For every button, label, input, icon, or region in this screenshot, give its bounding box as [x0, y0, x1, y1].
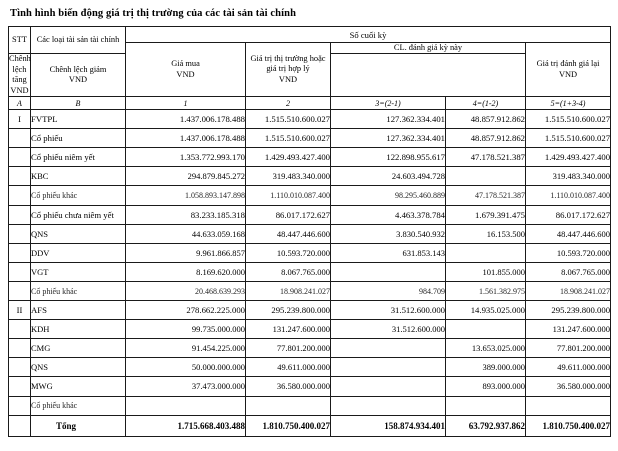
cell-stt [9, 148, 31, 167]
cell-purchase-price: 50.000.000.000 [126, 358, 246, 377]
table-row [9, 110, 611, 129]
header-purchase-price [126, 43, 246, 97]
cell-diff-down [446, 320, 526, 339]
cell-asset-name: CMG [31, 339, 126, 358]
cell-diff-down: 13.653.025.000 [446, 339, 526, 358]
cell-market-value [246, 396, 331, 415]
cell-diff-down: 389.000.000 [446, 358, 526, 377]
table-row [9, 358, 611, 377]
formula-diff-down: 4=(1-2) [446, 97, 526, 110]
cell-asset-name: Cổ phiếu niêm yết [31, 148, 126, 167]
header-market-value [246, 43, 331, 97]
cell-diff-up: 127.362.334.401 [331, 129, 446, 148]
cell-market-value: 8.067.765.000 [246, 262, 331, 281]
table-row [9, 281, 611, 300]
cell-asset-name: QNS [31, 358, 126, 377]
cell-stt [9, 243, 31, 262]
cell-purchase-price: 99.735.000.000 [126, 320, 246, 339]
cell-diff-down [446, 396, 526, 415]
cell-diff-down: 16.153.500 [446, 224, 526, 243]
header-revalued-unit: VND [558, 69, 578, 79]
header-revalued [526, 43, 611, 97]
cell-market-value: 131.247.600.000 [246, 320, 331, 339]
table-row [9, 377, 611, 396]
cell-stt [9, 167, 31, 186]
cell-diff-up [331, 396, 446, 415]
header-revalued-label: Giá trị đánh giá lại [536, 59, 600, 69]
cell-stt: II [9, 301, 31, 320]
cell-revalued: 1.429.493.427.400 [526, 148, 611, 167]
cell-diff-down: 893.000.000 [446, 377, 526, 396]
total-label: Tổng [31, 415, 126, 436]
cell-revalued: 77.801.200.000 [526, 339, 611, 358]
cell-diff-down: 14.935.025.000 [446, 301, 526, 320]
cell-diff-up [331, 358, 446, 377]
header-diff-down-label: Chênh lệch giảm [49, 64, 107, 74]
table-row [9, 205, 611, 224]
cell-stt [9, 186, 31, 205]
cell-diff-down: 1.561.382.975 [446, 281, 526, 300]
cell-asset-name: Cổ phiếu khác [31, 396, 126, 415]
cell-revalued: 86.017.172.627 [526, 205, 611, 224]
cell-asset-name: Cổ phiếu [31, 129, 126, 148]
header-diff-up-label: Chênh lệch tăng [9, 54, 31, 85]
cell-revalued: 295.239.800.000 [526, 301, 611, 320]
cell-stt [9, 358, 31, 377]
cell-asset-name: AFS [31, 301, 126, 320]
cell-market-value: 10.593.720.000 [246, 243, 331, 262]
cell-purchase-price: 83.233.185.318 [126, 205, 246, 224]
cell-purchase-price [126, 396, 246, 415]
cell-market-value: 18.908.241.027 [246, 281, 331, 300]
header-diff-up-unit: VND [10, 85, 29, 95]
cell-diff-up: 98.295.460.889 [331, 186, 446, 205]
header-market-value-line1: Giá trị thị trường hoặc [250, 53, 326, 63]
cell-purchase-price: 91.454.225.000 [126, 339, 246, 358]
cell-market-value: 77.801.200.000 [246, 339, 331, 358]
cell-diff-up: 122.898.955.617 [331, 148, 446, 167]
cell-revalued: 319.483.340.000 [526, 167, 611, 186]
financial-assets-table [8, 26, 611, 437]
cell-revalued: 48.447.446.600 [526, 224, 611, 243]
cell-market-value: 1.515.510.600.027 [246, 110, 331, 129]
cell-stt [9, 224, 31, 243]
header-diff-up [9, 54, 31, 97]
cell-diff-down: 101.855.000 [446, 262, 526, 281]
cell-asset-name: Cổ phiếu khác [31, 186, 126, 205]
header-diff-down [31, 54, 126, 97]
table-row [9, 396, 611, 415]
cell-purchase-price: 1.058.893.147.898 [126, 186, 246, 205]
cell-stt: I [9, 110, 31, 129]
table-row [9, 167, 611, 186]
total-cell-revalued: 1.810.750.400.027 [526, 415, 611, 436]
cell-diff-down [446, 167, 526, 186]
cell-revalued: 1.110.010.087.400 [526, 186, 611, 205]
cell-diff-up [331, 262, 446, 281]
cell-diff-up: 127.362.334.401 [331, 110, 446, 129]
cell-asset-name: KDH [31, 320, 126, 339]
table-row [9, 262, 611, 281]
cell-market-value: 36.580.000.000 [246, 377, 331, 396]
cell-diff-up: 4.463.378.784 [331, 205, 446, 224]
cell-purchase-price: 1.437.006.178.488 [126, 129, 246, 148]
cell-market-value: 1.110.010.087.400 [246, 186, 331, 205]
cell-stt [9, 129, 31, 148]
header-diff-down-unit: VND [68, 75, 88, 85]
cell-diff-up: 631.853.143 [331, 243, 446, 262]
table-body [9, 110, 611, 437]
header-market-value-unit: VND [278, 74, 298, 84]
cell-diff-down [446, 243, 526, 262]
table-row [9, 224, 611, 243]
cell-market-value: 1.515.510.600.027 [246, 129, 331, 148]
cell-purchase-price: 1.353.772.993.170 [126, 148, 246, 167]
cell-asset-name: Cổ phiếu chưa niêm yết [31, 205, 126, 224]
formula-market-value: 2 [246, 97, 331, 110]
cell-market-value: 86.017.172.627 [246, 205, 331, 224]
formula-revalued: 5=(1+3-4) [526, 97, 611, 110]
cell-diff-down: 1.679.391.475 [446, 205, 526, 224]
cell-revalued: 49.611.000.000 [526, 358, 611, 377]
cell-purchase-price: 8.169.620.000 [126, 262, 246, 281]
cell-diff-up: 24.603.494.728 [331, 167, 446, 186]
cell-market-value: 1.429.493.427.400 [246, 148, 331, 167]
cell-market-value: 48.447.446.600 [246, 224, 331, 243]
formula-row [9, 97, 611, 110]
cell-asset-name: FVTPL [31, 110, 126, 129]
cell-stt [9, 262, 31, 281]
table-row [9, 339, 611, 358]
total-cell-market-value: 1.810.750.400.027 [246, 415, 331, 436]
table-row [9, 301, 611, 320]
table-head [9, 27, 611, 110]
cell-diff-down: 47.178.521.387 [446, 186, 526, 205]
cell-diff-up: 3.830.540.932 [331, 224, 446, 243]
table-total-row [9, 415, 611, 436]
cell-stt [9, 281, 31, 300]
cell-purchase-price: 9.961.866.857 [126, 243, 246, 262]
cell-market-value: 319.483.340.000 [246, 167, 331, 186]
total-cell-diff-down: 63.792.937.862 [446, 415, 526, 436]
cell-asset-name: MWG [31, 377, 126, 396]
cell-diff-up [331, 377, 446, 396]
cell-revalued [526, 396, 611, 415]
cell-revalued: 18.908.241.027 [526, 281, 611, 300]
cell-asset-name: Cổ phiếu khác [31, 281, 126, 300]
cell-stt [9, 320, 31, 339]
cell-revalued: 8.067.765.000 [526, 262, 611, 281]
total-cell-stt [9, 415, 31, 436]
cell-diff-up: 31.512.600.000 [331, 301, 446, 320]
cell-diff-up: 984.709 [331, 281, 446, 300]
formula-asset-types: B [31, 97, 126, 110]
cell-revalued: 1.515.510.600.027 [526, 129, 611, 148]
cell-asset-name: DDV [31, 243, 126, 262]
cell-purchase-price: 1.437.006.178.488 [126, 110, 246, 129]
cell-asset-name: KBC [31, 167, 126, 186]
header-purchase-price-unit: VND [176, 69, 195, 79]
total-cell-diff-up: 158.874.934.401 [331, 415, 446, 436]
table-row [9, 148, 611, 167]
cell-market-value: 295.239.800.000 [246, 301, 331, 320]
cell-diff-down: 47.178.521.387 [446, 148, 526, 167]
table-row [9, 320, 611, 339]
cell-market-value: 49.611.000.000 [246, 358, 331, 377]
cell-stt [9, 205, 31, 224]
total-cell-purchase-price: 1.715.668.403.488 [126, 415, 246, 436]
cell-diff-up: 31.512.600.000 [331, 320, 446, 339]
cell-diff-up [331, 339, 446, 358]
header-row-period [9, 27, 611, 43]
cell-purchase-price: 44.633.059.168 [126, 224, 246, 243]
table-row [9, 129, 611, 148]
header-cl-group: CL. đánh giá kỳ này [331, 43, 526, 54]
formula-stt: A [9, 97, 31, 110]
cell-purchase-price: 278.662.225.000 [126, 301, 246, 320]
formula-purchase-price: 1 [126, 97, 246, 110]
cell-revalued: 131.247.600.000 [526, 320, 611, 339]
cell-revalued: 36.580.000.000 [526, 377, 611, 396]
table-row [9, 186, 611, 205]
cell-stt [9, 396, 31, 415]
header-stt: STT [9, 27, 31, 54]
page-title: Tình hình biến động giá trị thị trường của các tài sản tài chính [10, 8, 297, 19]
cell-purchase-price: 20.468.639.293 [126, 281, 246, 300]
table-row [9, 243, 611, 262]
cell-purchase-price: 294.879.845.272 [126, 167, 246, 186]
cell-revalued: 10.593.720.000 [526, 243, 611, 262]
cell-asset-name: VGT [31, 262, 126, 281]
cell-asset-name: QNS [31, 224, 126, 243]
cell-revalued: 1.515.510.600.027 [526, 110, 611, 129]
cell-stt [9, 339, 31, 358]
cell-stt [9, 377, 31, 396]
formula-diff-up: 3=(2-1) [331, 97, 446, 110]
header-market-value-line2: giá trị hợp lý [266, 64, 310, 74]
cell-diff-down: 48.857.912.862 [446, 110, 526, 129]
header-purchase-price-label: Giá mua [171, 59, 200, 69]
header-asset-types: Các loại tài sản tài chính [31, 27, 126, 54]
cell-purchase-price: 37.473.000.000 [126, 377, 246, 396]
header-period-group: Số cuối kỳ [126, 27, 611, 43]
cell-diff-down: 48.857.912.862 [446, 129, 526, 148]
